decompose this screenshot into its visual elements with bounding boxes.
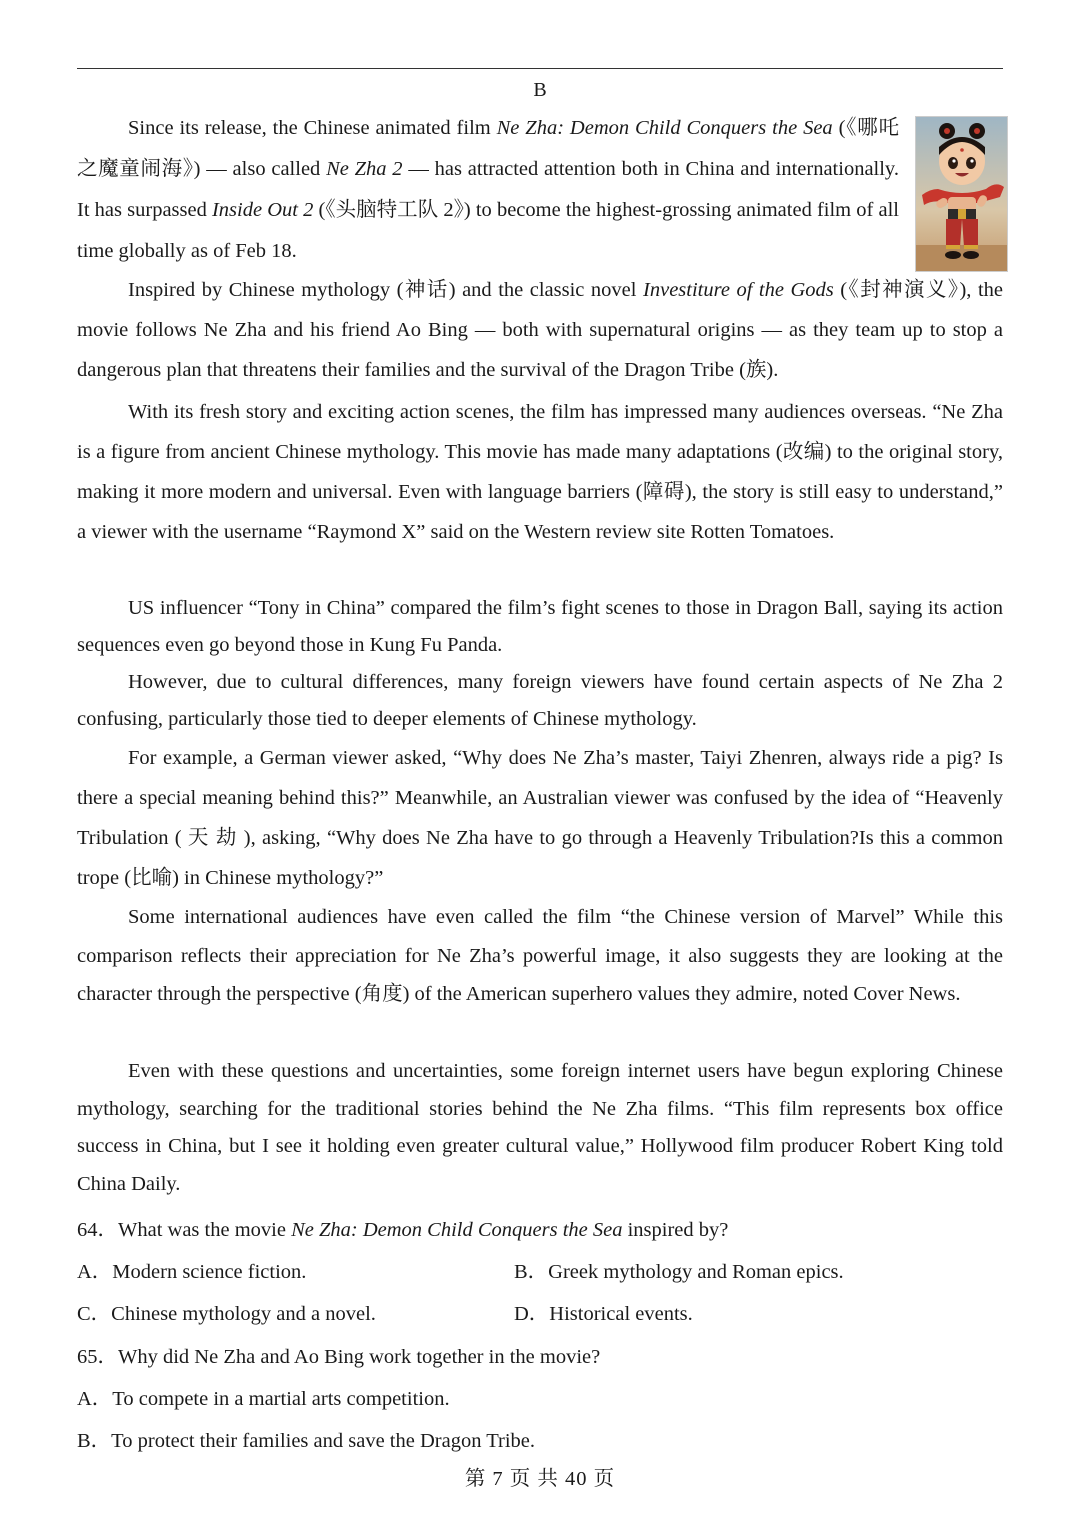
paragraph-3: With its fresh story and exciting action scenes, the film has impressed many audiences overseas. “Ne Zha is a figure from ancient Chinese mythology. This movie has made many adaptations (改编) to the original story, making it more modern and universal. Even with language barriers (障碍), the story is still easy to understand,” a viewer with the username “Raymond X” said on the Western review site Rotten Tomatoes. bbox=[77, 401, 1003, 543]
p1-text-c: — has attracted attention both in China and internationally. It has surpassed bbox=[77, 158, 899, 221]
q64-option-a[interactable]: A．Modern science fiction. bbox=[77, 1261, 307, 1283]
paragraph-5: However, due to cultural differences, many foreign viewers have found certain aspects of Ne Zha 2 confusing, particularly those tied to deeper elements of Chinese mythology. bbox=[77, 671, 1003, 730]
q64-option-c[interactable]: C．Chinese mythology and a novel. bbox=[77, 1303, 376, 1325]
q65-option-a[interactable]: A．To compete in a martial arts competition. bbox=[77, 1388, 450, 1410]
film-title-inside-out-2: Inside Out 2 bbox=[211, 199, 314, 221]
question-65: 65．Why did Ne Zha and Ao Bing work together in the movie? bbox=[77, 1346, 601, 1368]
paragraph-4: US influencer “Tony in China” compared the film’s fight scenes to those in Dragon Ball, saying its action sequences even go beyond those in Kung Fu Panda. bbox=[77, 597, 1003, 656]
q64-film-title: Ne Zha: Demon Child Conquers the Sea bbox=[291, 1219, 623, 1241]
q64-suffix: inspired by? bbox=[622, 1219, 729, 1241]
page-footer: 第 7 页 共 40 页 bbox=[464, 1468, 616, 1490]
film-title-ne-zha: Ne Zha: Demon Child Conquers the Sea bbox=[496, 117, 833, 139]
q64-option-b[interactable]: B．Greek mythology and Roman epics. bbox=[514, 1261, 844, 1283]
ne-zha-illustration bbox=[915, 116, 1008, 272]
paragraph-7: Some international audiences have even called the film “the Chinese version of Marvel” While this comparison reflects their appreciation for Ne Zha’s powerful image, it also suggests they are looking at the character through the perspective (角度) of the American superhero values they admire, noted Cover News. bbox=[77, 906, 1003, 1005]
ne-zha-character-icon bbox=[916, 117, 1007, 271]
paragraph-1 bbox=[77, 108, 899, 272]
film-title-ne-zha-2: Ne Zha 2 bbox=[326, 158, 403, 180]
p2-text-a: Inspired by Chinese mythology (神话) and the classic novel bbox=[128, 279, 644, 301]
paragraph-6: For example, a German viewer asked, “Why does Ne Zha’s master, Taiyi Zhenren, always ride a pig? Is there a special meaning behind this?” Meanwhile, an Australian viewer was confused by the idea of “Heavenly Tribulation ( 天 劫 ), asking, “Why does Ne Zha have to go through a Heavenly Tribulation?Is this a common trope (比喻) in Chinese mythology?” bbox=[77, 747, 1003, 889]
p1-text-a: Since its release, the Chinese animated film bbox=[128, 117, 497, 139]
section-label: B bbox=[533, 79, 547, 101]
q65-option-b[interactable]: B．To protect their families and save the Dragon Tribe. bbox=[77, 1430, 536, 1452]
paragraph-8: Even with these questions and uncertainties, some foreign internet users have begun exploring Chinese mythology, searching for the traditional stories behind the Ne Zha films. “This film represents box office success in China, but I see it holding even greater cultural value,” Hollywood film producer Robert King told China Daily. bbox=[77, 1060, 1003, 1195]
q64-prefix: 64．What was the movie bbox=[77, 1219, 292, 1241]
p2-text-b: (《封神演义》), the movie follows Ne Zha and his friend Ao Bing — both with supernatural origins — as they team up to stop a dangerous plan that threatens their families and the survival of the Dragon Tribe (族). bbox=[77, 279, 1003, 381]
p1-text-b: (《哪吒之魔童闹海》) — also called bbox=[77, 117, 899, 180]
novel-title-investiture: Investiture of the Gods bbox=[643, 279, 834, 301]
p1-text-d: (《头脑特工队 2》) to become the highest-grossing animated film of all time globally as of Feb 18. bbox=[77, 199, 899, 262]
header-rule bbox=[77, 68, 1003, 69]
q64-option-d[interactable]: D．Historical events. bbox=[514, 1303, 693, 1325]
question-64 bbox=[77, 1212, 728, 1242]
paragraph-2 bbox=[77, 270, 1003, 390]
